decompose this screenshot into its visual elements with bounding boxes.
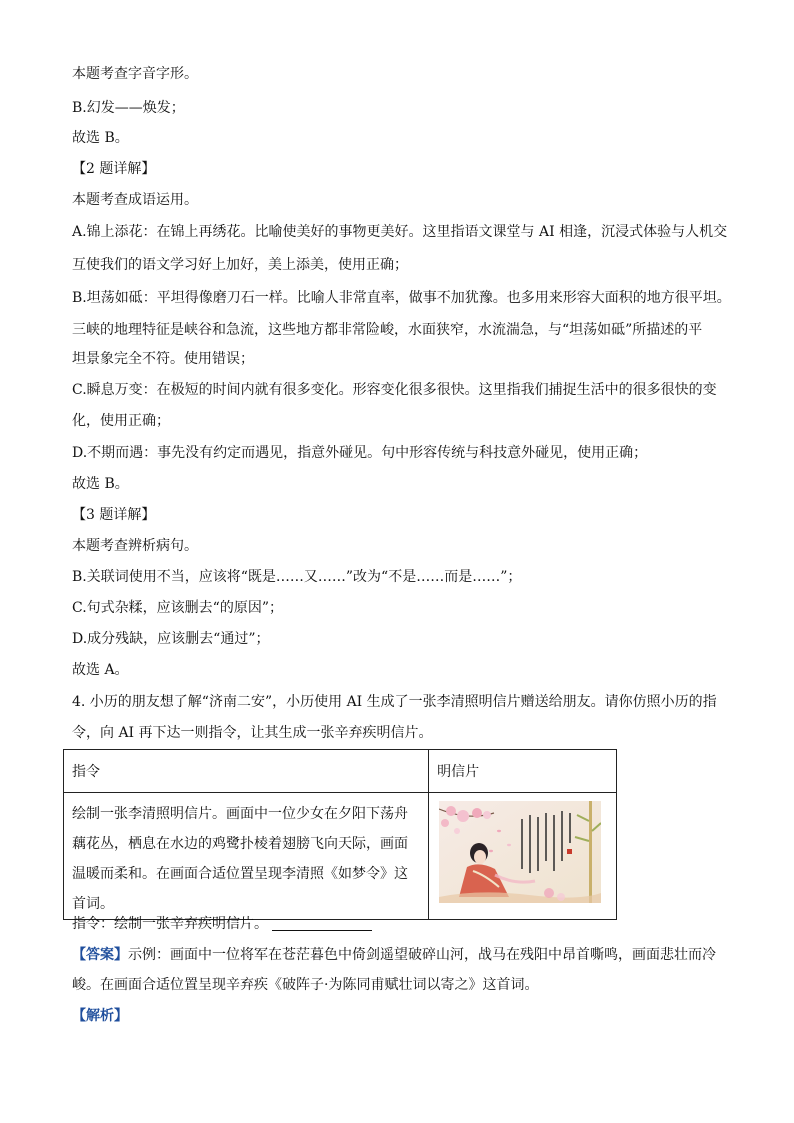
postcard-cell: [429, 793, 617, 920]
question-text: 令，向 AI 再下达一则指令，让其生成一张辛弃疾明信片。: [72, 725, 433, 741]
text-line: D.不期而遇：事先没有约定而遇见，指意外碰见。句中形容传统与科技意外碰见，使用正确；: [72, 445, 648, 461]
text-line: 故选 B。: [72, 130, 129, 146]
text-line: 本题考查成语运用。: [72, 192, 198, 208]
text-line: B.坦荡如砥：平坦得像磨刀石一样。比喻人非常直率，做事不加犹豫。也多用来形容大面积的地方很平坦。: [72, 290, 731, 306]
li-qingzhao-postcard-image: [439, 801, 601, 903]
text-line: B.关联词使用不当，应该将“既是……又……”改为“不是……而是……”；: [72, 569, 522, 585]
text-line: B.幻发——焕发；: [72, 100, 185, 116]
text-line: 三峡的地理特征是峡谷和急流，这些地方都非常险峻，水面狭窄，水流湍急，与“坦荡如砥”所描述的平: [72, 322, 703, 338]
text-line: 本题考查辨析病句。: [72, 538, 198, 554]
instruction-cell: 绘制一张李清照明信片。画面中一位少女在夕阳下荡舟藕花丛，栖息在水边的鸡鹭扑棱着翅膀飞向天际，画面温暖而柔和。在画面合适位置呈现李清照《如梦令》这首词。: [64, 793, 429, 920]
answer-text-1: 示例：画面中一位将军在苍茫暮色中倚剑遥望破碎山河，战马在残阳中昂首嘶鸣，画面悲壮而冷: [128, 947, 716, 963]
analysis-heading: [72, 1006, 128, 1026]
question-text: 4. 小历的朋友想了解“济南二安”，小历使用 AI 生成了一张李清照明信片赠送给朋友。请你仿照小历的指: [72, 694, 717, 710]
text-line: 本题考查字音字形。: [72, 66, 198, 82]
text-line: 化，使用正确；: [72, 413, 170, 429]
analysis-tag: 【解析】: [72, 1008, 128, 1024]
text-line: 故选 B。: [72, 476, 129, 492]
section-heading: 【3 题详解】: [72, 507, 156, 523]
text-line: C.句式杂糅，应该删去“的原因”；: [72, 600, 283, 616]
text-line: A.锦上添花：在锦上再绣花。比喻使美好的事物更美好。这里指语文课堂与 AI 相逢，沉浸式体验与人机交: [72, 224, 728, 240]
instruction-table: [63, 749, 617, 920]
text-line: 互使我们的语文学习好上加好，美上添美，使用正确；: [72, 257, 408, 273]
text-line: 坦景象完全不符。使用错误；: [72, 351, 254, 367]
header-instruction: 指令: [64, 750, 429, 793]
answer-line-2: 峻。在画面合适位置呈现辛弃疾《破阵子·为陈同甫赋壮词以寄之》这首词。: [72, 977, 539, 993]
text-line: C.瞬息万变：在极短的时间内就有很多变化。形容变化很多很快。这里指我们捕捉生活中的很多很快的变: [72, 382, 717, 398]
header-postcard: 明信片: [429, 750, 617, 793]
text-line: 故选 A。: [72, 662, 129, 678]
prompt-text: 指令：绘制一张辛弃疾明信片。: [72, 916, 268, 932]
answer-blank[interactable]: [272, 916, 372, 931]
text-line: D.成分残缺，应该删去“通过”；: [72, 631, 270, 647]
answer-line-1: [72, 945, 716, 965]
answer-tag: 【答案】: [72, 947, 128, 963]
prompt-line: [72, 914, 372, 934]
section-heading: 【2 题详解】: [72, 161, 156, 177]
